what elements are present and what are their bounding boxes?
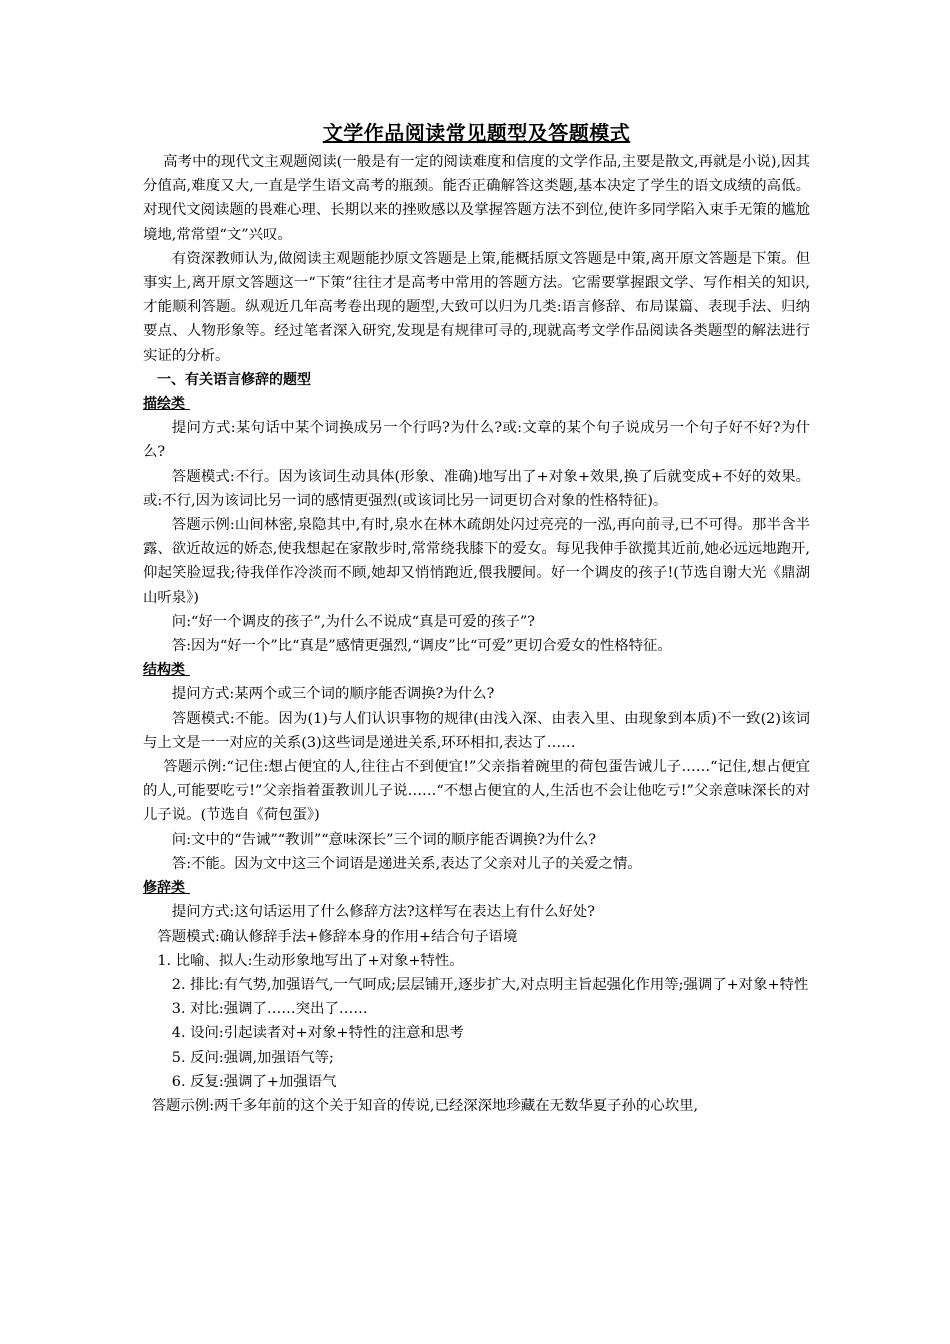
miaohui-ask: 问:“好一个调皮的孩子”,为什么不说成“真是可爱的孩子”? — [171, 613, 535, 630]
intro-paragraph-1: 高考中的现代文主观题阅读(一般是有一定的阅读难度和信度的文学作品,主要是散文,再就是小说),因其分值高,难度又大,一直是学生语文高考的瓶颈。能否正确解答这类题,基本决定了学生的语文成绩的高低。对现代文阅读题的畏难心理、长期以来的挫败感以及掌握答题方法不到位,使许多同学陷入束手无策的尴尬境地,常常望“文”兴叹。 — [143, 154, 810, 243]
subheading-xiuci: 修辞类 — [143, 880, 185, 897]
miaohui-answer-mode: 答题模式:不行。因为该词生动具体(形象、准确)地写出了+对象+效果,换了后就变成+不好的效果。或:不行,因为该词比另一词的感情更强烈(或该词比另一词更切合对象的性格特征)。 — [143, 468, 810, 509]
jiegou-answer: 答:不能。因为文中这三个词语是递进关系,表达了父亲对儿子的关爱之情。 — [171, 855, 642, 872]
intro-paragraph-2: 有资深教师认为,做阅读主观题能抄原文答题是上策,能概括原文答题是中策,离开原文答题是下策。但事实上,离开原文答题这一“下策”往往才是高考中常用的答题方法。它需要掌握跟文学、写作相关的知识,才能顺利答题。纵观近几年高考卷出现的题型,大致可以归为几类:语言修辞、布局谋篇、表现手法、归纳要点、人物形象等。经过笔者深入研究,发现是有规律可寻的,现就高考文学作品阅读各类题型的解法进行实证的分析。 — [143, 250, 810, 364]
section-heading-language-rhetoric: 一、有关语言修辞的题型 — [157, 371, 311, 388]
jiegou-answer-mode: 答题模式:不能。因为(1)与人们认识事物的规律(由浅入深、由表入里、由现象到本质)不一致(2)该词与上文是一一对应的关系(3)这些词是递进关系,环环相扣,表达了…… — [143, 710, 810, 751]
miaohui-example: 答题示例:山间林密,泉隐其中,有时,泉水在林木疏朗处闪过亮亮的一泓,再向前寻,已不可得。那半含半露、欲近故远的娇态,使我想起在家散步时,常常绕我膝下的爱女。每见我伸手欲揽其近前,她必远远地跑开,仰起笑脸逗我;待我佯作冷淡而不顾,她却又悄悄跑近,偎我腰间。好一个调皮的孩子!(节选自谢大光《鼎湖山听泉》) — [143, 517, 810, 606]
jiegou-question-form: 提问方式:某两个或三个词的顺序能否调换?为什么? — [171, 686, 495, 703]
subheading-miaohui: 描绘类 — [143, 396, 185, 413]
xiuci-item-2: 2. 排比:有气势,加强语气,一气呵成;层层铺开,逐步扩大,对点明主旨起强化作用等;强调了+对象+特性 — [171, 976, 809, 993]
xiuci-item-1: 1. 比喻、拟人:生动形象地写出了+对象+特性。 — [157, 952, 464, 969]
subheading-jiegou: 结构类 — [143, 662, 185, 679]
jiegou-ask: 问:文中的“告诫”“教训”“意味深长”三个词的顺序能否调换?为什么? — [171, 831, 596, 848]
miaohui-answer: 答:因为“好一个”比“真是”感情更强烈,“调皮”比“可爱”更切合爱女的性格特征。 — [171, 638, 672, 655]
xiuci-item-4: 4. 设问:引起读者对+对象+特性的注意和思考 — [171, 1025, 464, 1042]
xiuci-item-6: 6. 反复:强调了+加强语气 — [171, 1073, 337, 1090]
xiuci-question-form: 提问方式:这句话运用了什么修辞方法?这样写在表达上有什么好处? — [171, 904, 596, 921]
document-title: 文学作品阅读常见题型及答题模式 — [322, 121, 631, 145]
jiegou-example: 答题示例:“记住:想占便宜的人,往往占不到便宜!”父亲指着碗里的荷包蛋告诫儿子……“记住,想占便宜的人,可能要吃亏!”父亲指着蛋教训儿子说……“不想占便宜的人,生活也不会让他吃亏!”父亲意味深长的对儿子说。(节选自《荷包蛋》) — [143, 759, 810, 824]
miaohui-question-form: 提问方式:某句话中某个词换成另一个行吗?为什么?或:文章的某个句子说成另一个句子好不好?为什么? — [143, 420, 810, 461]
xiuci-item-5: 5. 反问:强调,加强语气等; — [171, 1049, 334, 1066]
xiuci-answer-mode: 答题模式:确认修辞手法+修辞本身的作用+结合句子语境 — [157, 928, 518, 945]
xiuci-example: 答题示例:两千多年前的这个关于知音的传说,已经深深地珍藏在无数华夏子孙的心坎里, — [151, 1097, 699, 1114]
xiuci-item-3: 3. 对比:强调了……突出了…… — [171, 1001, 368, 1018]
